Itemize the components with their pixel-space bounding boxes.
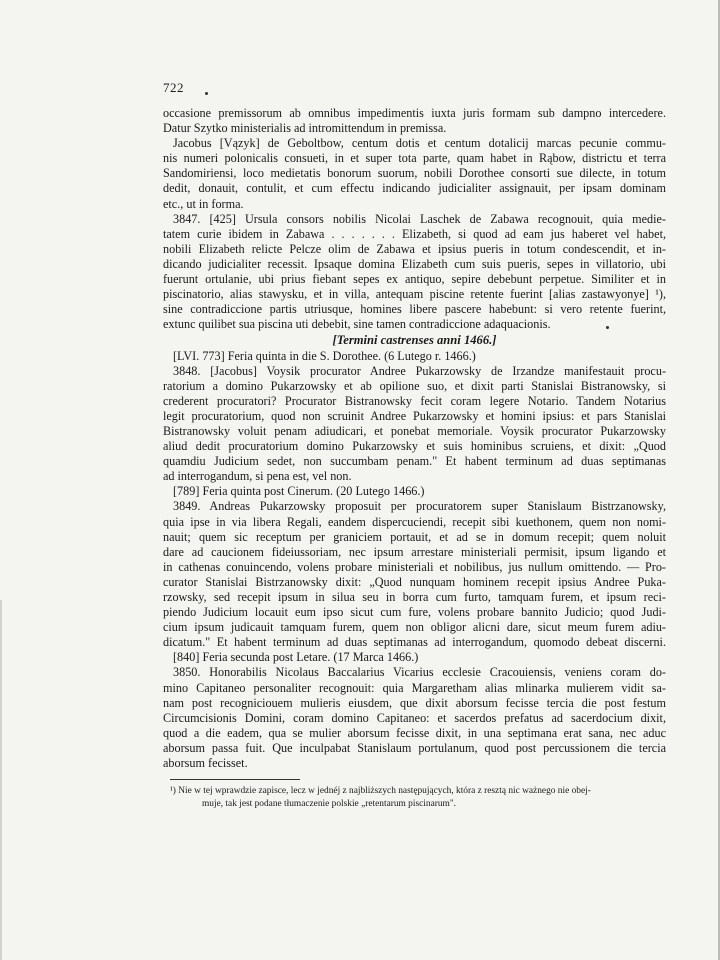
- text-line: [789] Feria quinta post Cinerum. (20 Lutego 1466.): [173, 484, 425, 499]
- scan-speck: [205, 92, 208, 95]
- text-line: curator Stanislai Bistrzanowsky dixit: „Quod nunquam hominem recepit ipsius Andree Puka-: [163, 574, 666, 589]
- text-line: cium ipsum judicauit tamquam furem, quem non obligor alicni dare, sicut meum furem adiu-: [163, 620, 666, 635]
- text-line: ad interrogandum, si pena est, vel non.: [163, 469, 352, 484]
- text-line: nauit; quem sic receptum per graniciem portauit, et ad se in domum recepit; quem noluit: [163, 529, 666, 544]
- text-line: aliud dedit procuratorium domino Pukarzowsky et suis hominibus scruiens, et dixit: „Quod: [163, 439, 666, 454]
- text-line: piscinatorio, alias stawysku, et in villa, antequam piscine retente fuerint [alias zastawyonye] ¹),: [163, 287, 666, 302]
- text-line: sine contradiccione partis utriusque, homines libere pascere habebunt: si vero retente fuerint,: [163, 302, 666, 317]
- body-text: [163, 106, 666, 771]
- text-line: aborsum passa fuit. Que inculpabat Stanislaum portulanum, quod post percussionem die tercia: [163, 740, 666, 755]
- text-line: 3850. Honorabilis Nicolaus Baccalarius Vicarius ecclesie Cracouiensis, veniens coram do-: [173, 665, 666, 680]
- text-line: 3849. Andreas Pukarzowsky proposuit per procuratorem super Stanislaum Bistrzanowsky,: [173, 499, 666, 514]
- text-line: mino Capitaneo personaliter recognouit: quia Margaretham alias mlinarka mulierem vidit sa-: [163, 680, 666, 695]
- text-line: Bistranowsky voluit penam adiudicari, et ponebat memoriale. Voysik procurator Pukarzowsky: [163, 423, 666, 438]
- text-line: in cathenas conuincendo, volens probare ministeriali et nobilibus, jus nullum omittendo. — Pro-: [163, 559, 666, 574]
- text-line: Sandomiriensi, loco medietatis bonorum suorum, nobili Dorothee consorti sue dilecte, in totum: [163, 166, 666, 181]
- text-line: [LVI. 773] Feria quinta in die S. Dorothee. (6 Lutego r. 1466.): [173, 348, 476, 363]
- page-number: 722: [163, 80, 184, 95]
- text-line: Circumcisionis Domini, coram domino Capitaneo: et sacerdos prefatus ad sacerdocium dixit,: [163, 710, 666, 725]
- text-line: 3848. [Jacobus] Voysik procurator Andree Pukarzowsky de Irzandze manifestauit procu-: [173, 363, 666, 378]
- text-line: etc., ut in forma.: [163, 196, 244, 211]
- text-line: [840] Feria secunda post Letare. (17 Marca 1466.): [173, 650, 419, 665]
- text-line: Datur Szytko ministerialis ad intromittendum in premissa.: [163, 121, 447, 136]
- text-line: 3847. [425] Ursula consors nobilis Nicolai Laschek de Zabawa recognouit, quia medie-: [173, 211, 666, 226]
- text-line: fuerunt ortulanie, ubi prius fiebant sepes ex antiquo, sepire debebunt perpetue. Similiter et in: [163, 272, 666, 287]
- text-line: rzowsky, sed recepit ipsum in silua seu in borra cum furto, tamquam furem, et ipsum reci-: [163, 590, 666, 604]
- text-line: nam post recogniciouem mulieris eiusdem, que dixit aborsum fecisse tercia die post festum: [163, 695, 666, 710]
- text-line: dedit, donauit, contulit, et cum effectu indicando judicialiter assignauit, per ipsam dominam: [163, 181, 666, 196]
- text-line: aborsum fecisset.: [163, 756, 248, 771]
- text-line: dicando judicialiter recessit. Ipsaque domina Elizabeth cum suis pueris, sepes in villatorio, ubi: [163, 256, 666, 271]
- scan-edge-left: [0, 600, 2, 960]
- footnote-line: muje, tak jest podane tłumaczenie polskie „retentarum piscinarum".: [202, 798, 456, 809]
- text-line: extunc quilibet sua piscina uti debebit, sine tamen contradiccione adaquacionis.: [163, 317, 551, 332]
- text-line: quod a die eadem, qua se mulier aborsum fecisse dixit, in una septimana erat sana, nec aduc: [163, 725, 666, 740]
- text-line: dicatum." Et habent terminum ad duas septimanas ad interrogandum, quomodo debeat discerni.: [163, 635, 666, 650]
- text-line: Jacobus [Vązyk] de Geboltbow, centum dotis et centum dotaliciј marcas pecunie commu-: [173, 136, 666, 151]
- text-line: quamdiu Judicium sedet, non succumbam penam." Et habent terminum ad duas septimanas: [163, 454, 666, 469]
- text-line: piendo Judicium locauit eum ipso sicut cum fure, volens probare bannito Judicio; quod Judi-: [163, 605, 666, 620]
- footnote-line: ¹) Nie w tej wprawdzie zapisce, lecz w jednéj z najbliższych następujących, która z resztą nic ważnego nie obej-: [170, 786, 591, 796]
- section-heading: [Termini castrenses anni 1466.]: [332, 333, 497, 348]
- text-line: nis numeri polonicalis consueti, in et super tota parte, quam habet in Rąbow, districtu et terra: [163, 151, 666, 166]
- text-line: quia ipse in via libera Regali, eandem dispercuciendi, recepit sibi kuethonem, quem non nomi-: [163, 514, 666, 529]
- footnote-rule: [170, 779, 300, 780]
- text-line: ratorium a domino Pukarzowsky et ab opilione suo, et dixit parti Stanislai Bistranowsky, si: [163, 378, 666, 393]
- text-line: dare ad caucionem fideiussoriam, nec ipsum arrestare ministeriali permisit, ipsum ligando et: [163, 544, 666, 559]
- text-line: occasione premissorum ab omnibus impedimentis iuxta juris formam sub dampno intercedere.: [163, 106, 666, 120]
- text-line: legit procuratorium, quod non scruinit Andree Pukarzowsky et homini ipsius: et pars Stanislai: [163, 408, 666, 423]
- text-line: tatem curie ibidem in Zabawa . . . . . . . Elizabeth, si quod ad eam jus haberet vel habet,: [163, 226, 666, 241]
- footnote: [170, 785, 670, 810]
- text-line: nobili Elizabeth relicte Pelcze olim de Zabawa et ipsius pueris in totum condescendit, et in-: [163, 241, 666, 256]
- text-line: crederent procuratori? Procurator Bistranowsky fecit coram legere Notario. Tandem Notarius: [163, 393, 666, 408]
